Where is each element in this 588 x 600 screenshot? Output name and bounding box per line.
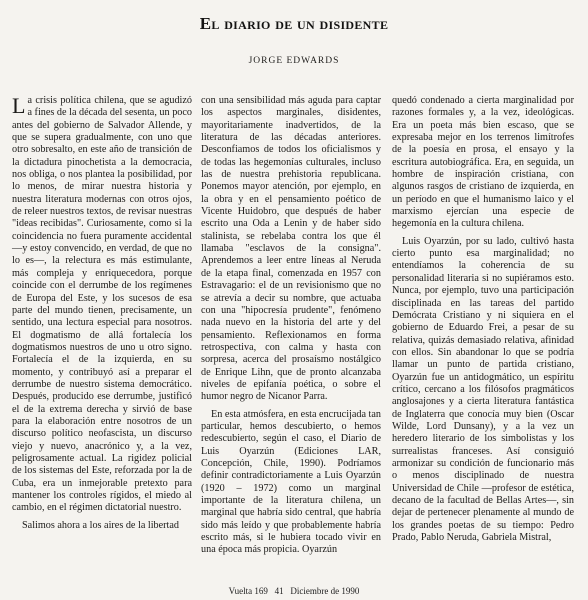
paragraph: Luis Oyarzún, por su lado, cultivó hasta cierto punto esa marginalidad; no entendíamos la coherencia de su personalidad literaria si no supiéramos esto. Nunca, por ejemplo, tuvo una participación disciplinada en las tareas del partido Demócrata Cristiano y ni siquiera en el gobierno de Eduardo Frei, a pesar de su relativa, quizás demasiado relativa, afinidad con ellos. Sin abandonar lo que se podría llamar un punto de partida cristiano, Oyarzún fue un antidogmático, un espíritu crítico, cercano a los filósofos pragmáticos anglosajones y a cierta literatura fantástica de Inglaterra que conocía muy bien (Oscar Wilde, Lord Dunsany), y a la vez un heredero literario de los simbolistas y los surrealistas franceses. Así consiguió armonizar su condición de funcionario más o menos disciplinado de nuestra Universidad de Chile —profesor de estética, decano de la facultad de Bellas Artes—, sin dejar de pertenecer plenamente al mundo de los grandes poetas de su tiempo: Pedro Prado, Pablo Neruda, Gabriela Mistral,: [392, 235, 574, 544]
article-title: El diario de un disidente: [199, 14, 389, 33]
article-author: JORGE EDWARDS: [248, 56, 340, 66]
footer-page-number: 41: [274, 586, 284, 596]
paragraph: [12, 95, 192, 515]
paragraph: Salimos ahora a los aires de la libertad: [22, 519, 180, 531]
paragraph: quedó condenado a cierta marginalidad por razones formales y, a la vez, ideológicas. Era un poeta más bien escaso, que se expresaba mejor en los terrenos limítrofes de la poesía en prosa, el ensayo y la escritura autobiográfica. Era, en seguida, un hombre de inspiración cristiana, con algunos rasgos de cristiano de izquierda, en un período en que el humanismo laico y el marxismo ejercían una especie de hegemonía en la cultura chilena.: [392, 95, 574, 230]
text-column-3: [392, 95, 574, 544]
page-footer: [0, 586, 588, 596]
paragraph: En esta atmósfera, en esta encrucijada tan particular, hemos descubierto, o hemos redescubierto, según el caso, el Diario de Luis Oyarzún (Ediciones LAR, Concepción, Chile, 1990). Podríamos definir contradictoriamente a Luis Oyarzún (1920 – 1972) como un marginal importante de la literatura chilena, un marginal que habría sido central, que habría sido más leído y que probablemente habría escrito más, si le hubiera tocado vivir en una época más propicia. Oyarzún: [201, 408, 381, 556]
text-column-2: [201, 95, 381, 557]
paragraph-text: a crisis política chilena, que se agudizó a fines de la década del sesenta, un poco antes del gobierno de Salvador Allende, y que se supera gradualmente, con uno que otro sobresalto, en este año de transición de la dictadura pinochetista a la democracia, nos obliga, o nos plantea la posibilidad, por lo menos, de mirar nuestra historia y nuestra literatura modernas con otros ojos, de releer nuestros textos, de revisar nuestras "ideas recibidas". Curiosamente, como si la coincidencia no fuera puramente accidental —y estoy convencido, en verdad, de que no lo es—, la relectura es más estimulante, más compleja y enriquecedora, porque coincide con el derrumbe de los regímenes de Europa del Este, y los sucesos de esa parte del mundo tienen, precisamente, un sentido, una lectura especial para nosotros. El dogmatismo de allá fortalecía los dogmatismos nuestros de uno u otro signo. Fortalecía el de la izquierda, en su momento, y contribuyó así a preparar el derrumbe de nuestro sistema democrático. Después, producido ese derrumbe, justificó el de la extrema derecha y sirvió de base para la elaboración entre nosotros de un discurso político neofascista, un discurso viejo y nuevo, anacrónico y, a la vez, peligrosamente actual. La rigidez policial de los sistemas del Este, reforzada por la de Cuba, era un inmejorable pretexto para mantener los controles rígidos, el miedo al cambio, en el régimen dictatorial nuestro.: [12, 95, 192, 514]
drop-cap: L: [12, 93, 26, 118]
footer-date: Diciembre de 1990: [290, 586, 360, 596]
footer-magazine: Vuelta 169: [228, 586, 268, 596]
text-column-1: [12, 95, 192, 532]
paragraph: con una sensibilidad más aguda para captar los aspectos marginales, disidentes, mayoritariamente inadvertidos, de la literatura de las décadas anteriores. Desconfiamos de todos los oficialismos y de todas las hegemonías culturales, incluso las de nuestra prehistoria republicana. Ponemos mayor atención, por ejemplo, en la obra y en el pensamiento poético de Vicente Huidobro, que después de haber escrito una Oda a Lenin y de haber sido stalinista, se rebelaba contra los que él llamaba "esclavos de la consigna". Aprendemos a leer entre líneas al Neruda de la etapa final, comenzada en 1957 con Estravagario: el de un revisionismo que no se atrevía a decir su nombre, que actuaba con una "hipocresía prudente", fenómeno nada nuevo en la historia del arte y del pensamiento. Reflexionamos en forma retrospectiva, con calma y hasta con sorpresa, acerca del prosaísmo nostálgico de Enrique Lihn, que de pronto alcanzaba niveles de epifanía poética, o sobre el humor negro de Nicanor Parra.: [201, 95, 381, 403]
